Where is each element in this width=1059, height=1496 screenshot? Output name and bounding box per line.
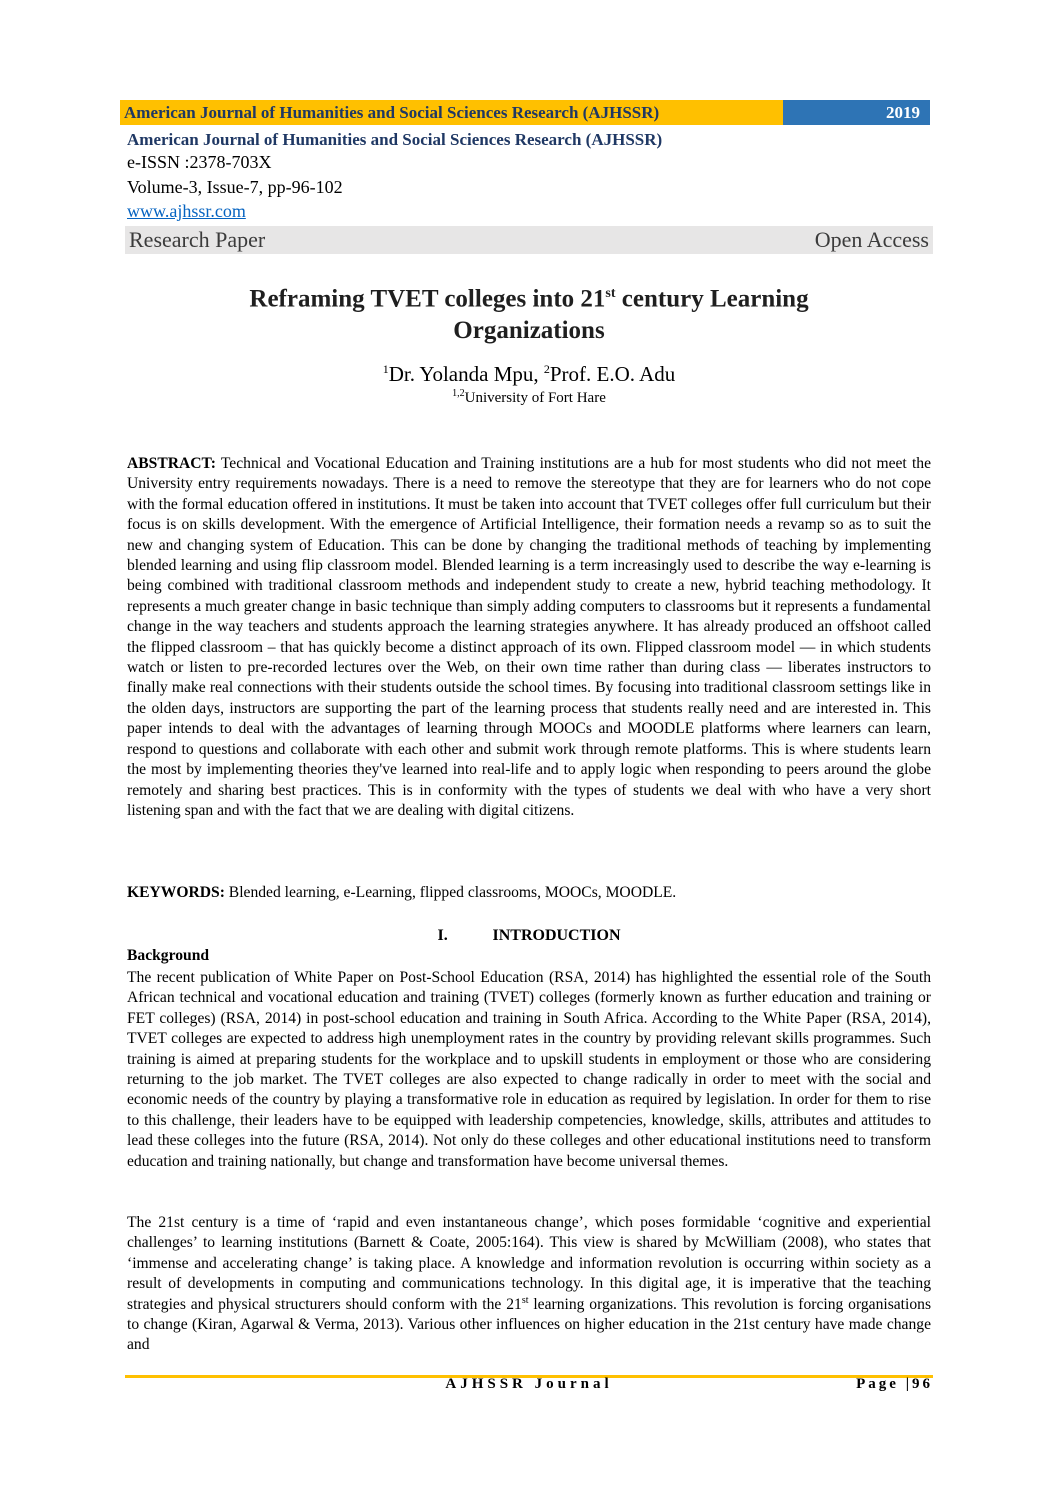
author2-sup: 2 xyxy=(543,362,550,376)
keywords-label: KEYWORDS: xyxy=(127,884,225,901)
subsection-heading: Background xyxy=(127,947,210,964)
author-list xyxy=(125,362,933,387)
journal-name: American Journal of Humanities and Social Sciences Research (AJHSSR) xyxy=(127,130,663,149)
title-line2: Organizations xyxy=(453,317,605,345)
journal-header-bar xyxy=(120,100,930,125)
paper-type: Research Paper xyxy=(129,227,266,252)
title-line1-post: century Learning xyxy=(615,285,809,313)
affil-sup: 1,2 xyxy=(452,388,465,399)
abstract xyxy=(127,454,931,821)
paragraph-1: The recent publication of White Paper on Post-School Education (RSA, 2014) has highlighted the essential role of the South African technical and vocational education and training (TVET) colleges (formerly known as further education and training or FET colleges) (RSA, 2014) in post-school education and training in South Africa. According to the White Paper (RSA, 2014), TVET colleges are expected to address high unemployment rates in the country by providing relevant skills programmes. Such training is aimed at preparing students for the workplace and to upskill students in employment or those who are considering returning to the job market. The TVET colleges are also expected to change radically in order to meet with the social and economic needs of the country by playing a transformative role in education as required by legislation. In order for them to rise to this challenge, their leaders have to be equipped with leadership competencies, knowledge, skills, attributes and attitudes to lead these colleges into the future (RSA, 2014). Not only do these colleges and other educational institutions need to transform education and training nationally, but change and transformation have become universal themes. xyxy=(127,969,931,1170)
journal-url-link[interactable]: www.ajhssr.com xyxy=(127,201,246,221)
author2: Prof. E.O. Adu xyxy=(549,362,676,386)
paragraph-2-sup: st xyxy=(521,1294,529,1306)
paragraph-2 xyxy=(127,1213,931,1356)
author1-sup: 1 xyxy=(382,362,389,376)
affiliation xyxy=(125,388,933,407)
paper-title xyxy=(125,278,933,347)
section-heading xyxy=(127,927,931,945)
paragraph-2-pre: The 21st century is a time of ‘rapid and even instantaneous change’, which poses formidable ‘cognitive and experiential challenges’ to learning institutions (Barnett & Coate, 2005:164). This view is shared by McWilliam (2008), who states that ‘immense and accelerating change’ is taking place. A knowledge and information revolution is occurring within society as a result of developments in computing and communications technology. In this digital age, it is imperative that the teaching strategies and physical structurers should conform with the 21 xyxy=(127,1214,931,1313)
journal-header-title: American Journal of Humanities and Social Sciences Research (AJHSSR) xyxy=(120,100,783,125)
title-line1-pre: Reframing TVET colleges into 21 xyxy=(249,285,606,313)
author1: Dr. Yolanda Mpu, xyxy=(388,362,544,386)
keywords-text: Blended learning, e-Learning, flipped classrooms, MOOCs, MOODLE. xyxy=(224,884,677,901)
section-title: INTRODUCTION xyxy=(492,927,621,944)
paragraph-2-post: learning organizations. This revolution is forcing organisations to change (Kiran, Agarwal & Verma, 2013). Various other influences on higher education in the 21st century have made change and xyxy=(127,1295,932,1354)
abstract-label: ABSTRACT: xyxy=(127,455,216,472)
keywords xyxy=(127,883,931,903)
journal-header-year: 2019 xyxy=(783,100,930,125)
issn: e-ISSN :2378-703X xyxy=(127,152,272,172)
affil-text: University of Fort Hare xyxy=(464,390,606,406)
footer-journal: AJHSSR Journal xyxy=(445,1376,613,1392)
title-sup: st xyxy=(605,286,616,301)
footer-page-number: Page |96 xyxy=(856,1376,933,1392)
access-type: Open Access xyxy=(814,227,929,252)
paper-type-bar xyxy=(125,226,933,254)
section-number: I. xyxy=(437,927,448,944)
volume-info: Volume-3, Issue-7, pp-96-102 xyxy=(127,177,343,197)
abstract-text: Technical and Vocational Education and Training institutions are a hub for most students who did not meet the University entry requirements nowadays. There is a need to remove the stereotype that they are for learners who do not cope with the formal education offered in institutions. It must be taken into account that TVET colleges offer full curriculum but their focus is on skills development. With the emergence of Artificial Intelligence, their formation needs a revamp so as to suit the new and changing system of Education. This can be done by changing the traditional methods of teaching by implementing blended learning and using flip classroom model. Blended learning is a term increasingly used to describe the way e-learning is being combined with traditional classroom methods and independent study to create a new, hybrid teaching methodology. It represents a much greater change in basic technique than simply adding computers to classrooms but it represents a fundamental change in the way teachers and students approach the learning strategies anywhere. It has already produced an offshoot called the flipped classroom – that has quickly become a distinct approach of its own. Flipped classroom model — in which students watch or listen to pre-recorded lectures over the Web, on their own time rather than during class — liberates instructors to finally make real connections with their students outside the school times. By focusing into traditional classroom settings like in the olden days, instructors are supporting the part of the learning process that students really need and are interested in. This paper intends to deal with the advantages of learning through MOOCs and MOODLE platforms where learners can learn, respond to questions and collaborate with each other and submit work through remote platforms. This is where students learn the most by implementing theories they've learned into real-life and to apply logic when responding to peers around the globe remotely and sharing best practices. This is in conformity with the types of students we deal with who have a very short listening span and with the fact that we are dealing with digital citizens. xyxy=(127,455,931,819)
